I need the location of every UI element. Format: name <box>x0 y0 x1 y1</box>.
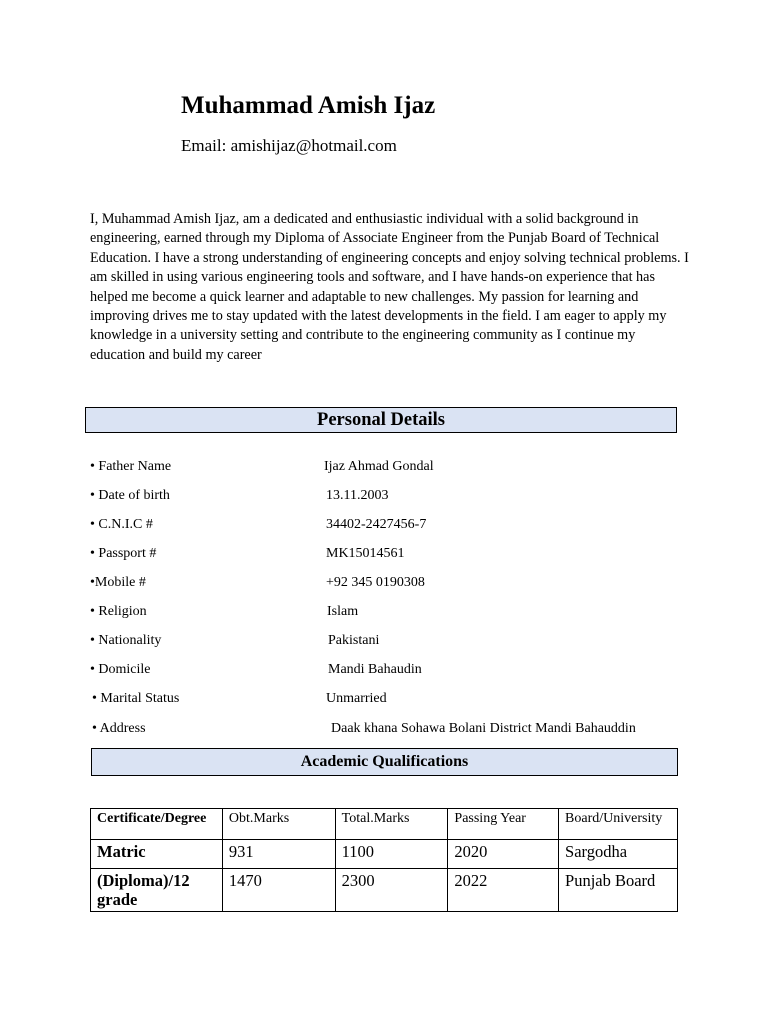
table-cell: 2300 <box>335 869 448 912</box>
table-row <box>91 869 678 912</box>
table-cell: Sargodha <box>559 840 678 869</box>
table-cell: 2020 <box>448 840 559 869</box>
detail-label: • Domicile <box>90 662 151 677</box>
detail-row-mobile <box>0 572 768 594</box>
detail-row-passport <box>0 543 768 565</box>
candidate-name: Muhammad Amish Ijaz <box>181 92 436 119</box>
table-row <box>91 840 678 869</box>
detail-label: • Date of birth <box>90 488 170 503</box>
table-cell: Matric <box>91 840 223 869</box>
detail-row-religion <box>0 601 768 623</box>
detail-label: •Mobile # <box>90 575 146 590</box>
detail-row-nationality <box>0 630 768 652</box>
detail-row-domicile <box>0 659 768 681</box>
detail-value: Islam <box>327 604 359 619</box>
detail-label: • C.N.I.C # <box>90 517 153 532</box>
detail-row-marital-status <box>0 688 768 710</box>
column-header: Passing Year <box>448 809 559 840</box>
detail-value: MK15014561 <box>326 546 405 561</box>
detail-row-date-of-birth <box>0 485 768 507</box>
detail-label: • Father Name <box>90 459 172 474</box>
profile-summary: I, Muhammad Amish Ijaz, am a dedicated and enthusiastic individual with a solid background in engineering, earned through my Diploma of Associate Engineer from the Punjab Board of Technical Education. I have a strong understanding of engineering concepts and enjoy solving technical problems. I am skilled in using various engineering tools and software, and I have hands-on experience that has helped me become a quick learner and adaptable to new challenges. My passion for learning and improving drives me to stay updated with the latest developments in the field. I am eager to apply my knowledge in a university setting and contribute to the engineering community as I continue my education and build my career <box>90 211 689 363</box>
table-header-row <box>91 809 678 840</box>
table-cell: 1100 <box>335 840 448 869</box>
email-line: Email: amishijaz@hotmail.com <box>181 136 397 155</box>
table-cell: (Diploma)/12 grade <box>91 869 223 912</box>
detail-value: 34402-2427456-7 <box>326 517 427 532</box>
detail-label: • Nationality <box>90 633 162 648</box>
column-header: Obt.Marks <box>222 809 335 840</box>
column-header: Certificate/Degree <box>91 809 223 840</box>
detail-label: • Marital Status <box>92 691 180 706</box>
detail-label: • Address <box>92 721 146 736</box>
detail-value: 13.11.2003 <box>326 488 389 503</box>
table-cell: Punjab Board <box>559 869 678 912</box>
detail-value: Mandi Bahaudin <box>328 662 422 677</box>
detail-value: Ijaz Ahmad Gondal <box>324 459 434 474</box>
detail-value: +92 345 0190308 <box>326 575 425 590</box>
personal-details-heading: Personal Details <box>85 407 677 433</box>
detail-label: • Religion <box>90 604 147 619</box>
academic-qualifications-heading: Academic Qualifications <box>91 748 678 776</box>
detail-value: Unmarried <box>326 691 387 706</box>
detail-row-address <box>0 718 768 740</box>
table-cell: 931 <box>222 840 335 869</box>
table-cell: 2022 <box>448 869 559 912</box>
detail-value: Pakistani <box>328 633 380 648</box>
table-cell: 1470 <box>222 869 335 912</box>
detail-label: • Passport # <box>90 546 157 561</box>
detail-row-cnic <box>0 514 768 536</box>
detail-value: Daak khana Sohawa Bolani District Mandi Bahauddin <box>331 721 636 736</box>
qualifications-table <box>90 808 678 912</box>
column-header: Total.Marks <box>335 809 448 840</box>
detail-row-father-name <box>0 456 768 478</box>
column-header: Board/University <box>559 809 678 840</box>
